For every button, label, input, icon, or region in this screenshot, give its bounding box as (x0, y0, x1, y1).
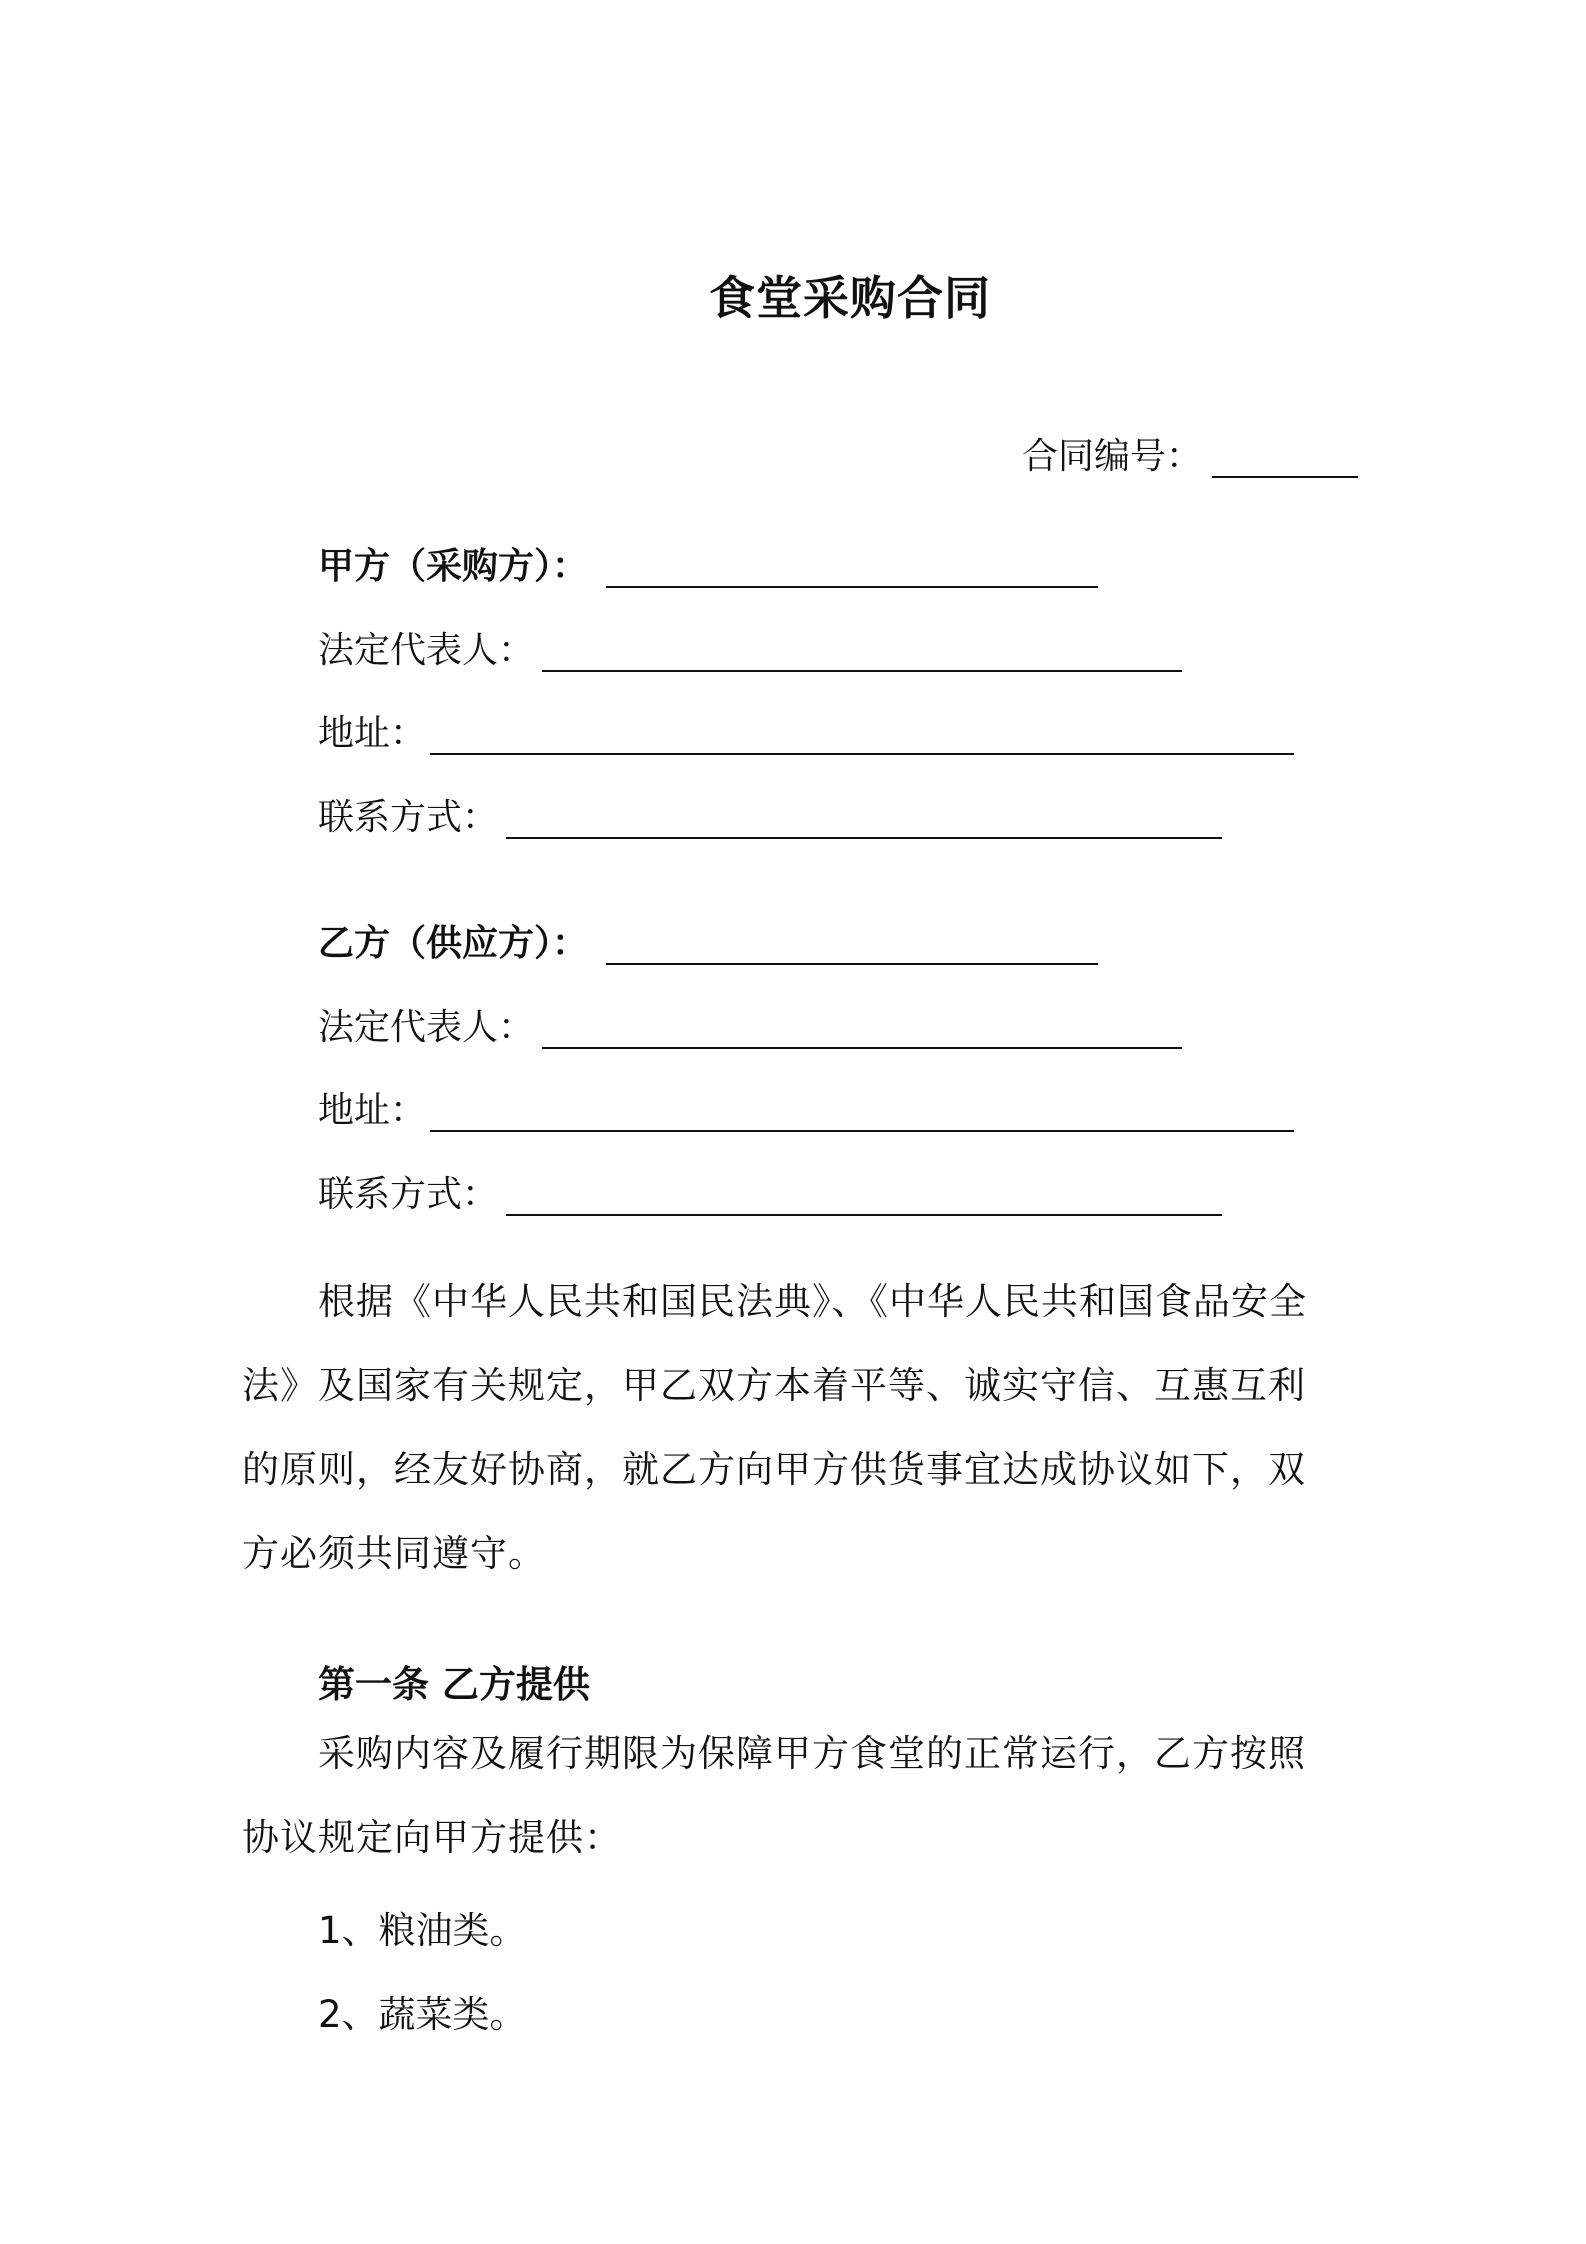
party-b-heading: 乙方（供应方）： (318, 923, 589, 964)
article-1-item-1: 1、粮油类。 (318, 1909, 527, 1952)
contract-number-label: 合同编号： (1022, 436, 1203, 477)
party-a-legal-rep-blank[interactable] (542, 670, 1182, 672)
party-a-address-blank[interactable] (430, 753, 1294, 755)
party-b-name-blank[interactable] (606, 963, 1098, 965)
party-b-contact-label: 联系方式： (318, 1174, 499, 1215)
party-b-legal-rep-label: 法定代表人： (318, 1007, 535, 1048)
party-b-contact-blank[interactable] (506, 1214, 1222, 1216)
article-1-heading: 第一条 乙方提供 (318, 1663, 590, 1706)
party-a-address-label: 地址： (318, 713, 427, 754)
article-1-item-2: 2、蔬菜类。 (318, 1993, 527, 2036)
contract-number-blank[interactable] (1212, 476, 1358, 478)
party-b-address-blank[interactable] (430, 1130, 1294, 1132)
party-a-legal-rep-label: 法定代表人： (318, 630, 535, 671)
intro-paragraph: 根据《中华人民共和国民法典》、《中华人民共和国食品安全法》及国家有关规定，甲乙双方本着平等、诚实守信、互惠互利的原则，经友好协商，就乙方向甲方供货事宜达成协议如下，双方必须共同遵守。 (242, 1280, 1307, 1575)
party-a-name-blank[interactable] (606, 586, 1098, 588)
party-b-address-label: 地址： (318, 1090, 427, 1131)
party-b-legal-rep-blank[interactable] (542, 1047, 1182, 1049)
article-1-body: 采购内容及履行期限为保障甲方食堂的正常运行，乙方按照协议规定向甲方提供： (242, 1732, 1306, 1859)
page-title: 食堂采购合同 (709, 271, 991, 325)
party-a-heading: 甲方（采购方）： (318, 546, 589, 587)
party-a-contact-blank[interactable] (506, 837, 1222, 839)
party-a-contact-label: 联系方式： (318, 797, 499, 838)
